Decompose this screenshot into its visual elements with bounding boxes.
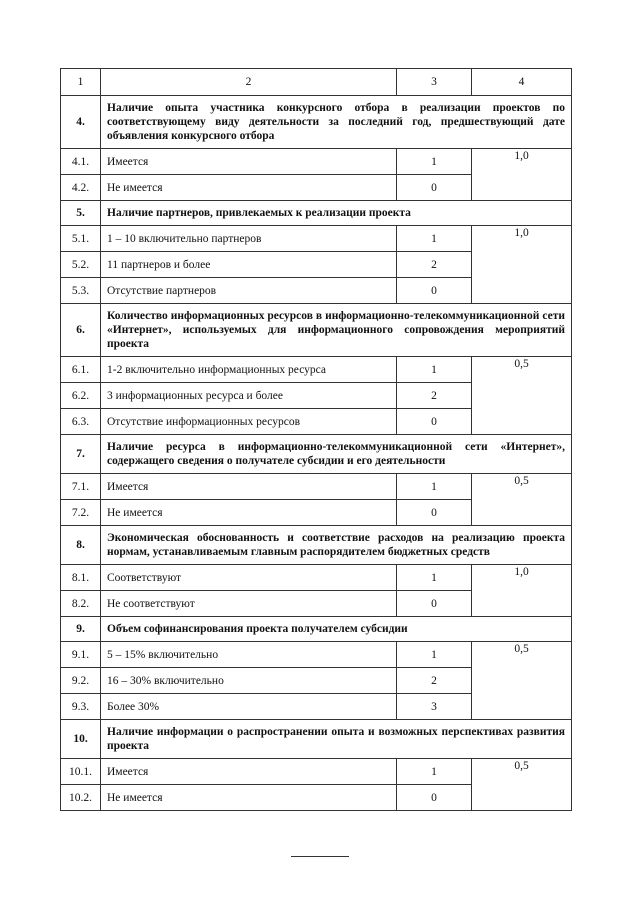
option-score: 1 (397, 474, 472, 500)
option-score: 1 (397, 642, 472, 668)
section-number: 7. (61, 435, 101, 474)
option-number: 7.1. (61, 474, 101, 500)
option-row (61, 357, 572, 383)
option-score: 3 (397, 694, 472, 720)
section-weight: 0,5 (472, 642, 572, 720)
section-number: 8. (61, 526, 101, 565)
header-col-3: 3 (397, 69, 472, 96)
option-number: 6.3. (61, 409, 101, 435)
section-title: Наличие ресурса в информационно-телекоммуникационной сети «Интернет», содержащего сведения о получателе субсидии и его деятельности (101, 435, 572, 474)
section-weight: 0,5 (472, 357, 572, 435)
option-number: 7.2. (61, 500, 101, 526)
option-row (61, 149, 572, 175)
option-score: 0 (397, 409, 472, 435)
section-weight: 1,0 (472, 565, 572, 617)
option-score: 1 (397, 357, 472, 383)
option-score: 1 (397, 149, 472, 175)
option-label: Отсутствие информационных ресурсов (101, 409, 397, 435)
option-score: 1 (397, 759, 472, 785)
section-title: Наличие опыта участника конкурсного отбора в реализации проектов по соответствующему виду деятельности за последний год, предшествующий дате объявления конкурсного отбора (101, 96, 572, 149)
section-title: Наличие партнеров, привлекаемых к реализации проекта (101, 201, 572, 226)
option-number: 8.2. (61, 591, 101, 617)
section-number: 4. (61, 96, 101, 149)
option-label: Имеется (101, 759, 397, 785)
option-label: Соответствуют (101, 565, 397, 591)
section-weight: 1,0 (472, 149, 572, 201)
option-number: 6.2. (61, 383, 101, 409)
option-label: Имеется (101, 474, 397, 500)
section-row (61, 96, 572, 149)
option-row (61, 474, 572, 500)
option-score: 2 (397, 668, 472, 694)
option-score: 0 (397, 500, 472, 526)
option-label: 1-2 включительно информационных ресурса (101, 357, 397, 383)
option-number: 9.2. (61, 668, 101, 694)
option-label: Отсутствие партнеров (101, 278, 397, 304)
option-label: Не имеется (101, 175, 397, 201)
option-label: 3 информационных ресурса и более (101, 383, 397, 409)
option-number: 8.1. (61, 565, 101, 591)
section-row (61, 617, 572, 642)
header-col-1: 1 (61, 69, 101, 96)
option-label: Более 30% (101, 694, 397, 720)
header-col-4: 4 (472, 69, 572, 96)
option-row (61, 759, 572, 785)
section-row (61, 304, 572, 357)
option-label: Имеется (101, 149, 397, 175)
option-label: 16 – 30% включительно (101, 668, 397, 694)
section-row (61, 435, 572, 474)
section-title: Количество информационных ресурсов в информационно-телекоммуникационной сети «Интернет», используемых для информационного сопровождения мероприятий проекта (101, 304, 572, 357)
option-number: 5.1. (61, 226, 101, 252)
option-score: 0 (397, 278, 472, 304)
option-label: Не соответствуют (101, 591, 397, 617)
section-weight: 0,5 (472, 474, 572, 526)
footer-divider (291, 856, 349, 857)
option-label: Не имеется (101, 500, 397, 526)
section-number: 5. (61, 201, 101, 226)
option-number: 4.2. (61, 175, 101, 201)
option-row (61, 642, 572, 668)
option-number: 10.1. (61, 759, 101, 785)
option-score: 2 (397, 383, 472, 409)
option-score: 0 (397, 785, 472, 811)
option-score: 1 (397, 565, 472, 591)
section-row (61, 201, 572, 226)
header-row (61, 69, 572, 96)
option-number: 5.2. (61, 252, 101, 278)
option-label: 5 – 15% включительно (101, 642, 397, 668)
option-score: 2 (397, 252, 472, 278)
header-col-2: 2 (101, 69, 397, 96)
option-label: 11 партнеров и более (101, 252, 397, 278)
section-row (61, 526, 572, 565)
option-row (61, 226, 572, 252)
option-score: 0 (397, 591, 472, 617)
section-weight: 0,5 (472, 759, 572, 811)
section-title: Наличие информации о распространении опыта и возможных перспективах развития проекта (101, 720, 572, 759)
section-weight: 1,0 (472, 226, 572, 304)
criteria-table (60, 68, 572, 811)
option-number: 5.3. (61, 278, 101, 304)
option-label: Не имеется (101, 785, 397, 811)
criteria-table-body (61, 69, 572, 811)
option-number: 9.3. (61, 694, 101, 720)
option-number: 9.1. (61, 642, 101, 668)
option-number: 4.1. (61, 149, 101, 175)
option-number: 6.1. (61, 357, 101, 383)
option-label: 1 – 10 включительно партнеров (101, 226, 397, 252)
option-row (61, 565, 572, 591)
section-title: Объем софинансирования проекта получателем субсидии (101, 617, 572, 642)
section-title: Экономическая обоснованность и соответствие расходов на реализацию проекта нормам, устанавливаемым главным распорядителем бюджетных средств (101, 526, 572, 565)
section-row (61, 720, 572, 759)
option-score: 1 (397, 226, 472, 252)
option-number: 10.2. (61, 785, 101, 811)
section-number: 9. (61, 617, 101, 642)
option-score: 0 (397, 175, 472, 201)
section-number: 6. (61, 304, 101, 357)
section-number: 10. (61, 720, 101, 759)
